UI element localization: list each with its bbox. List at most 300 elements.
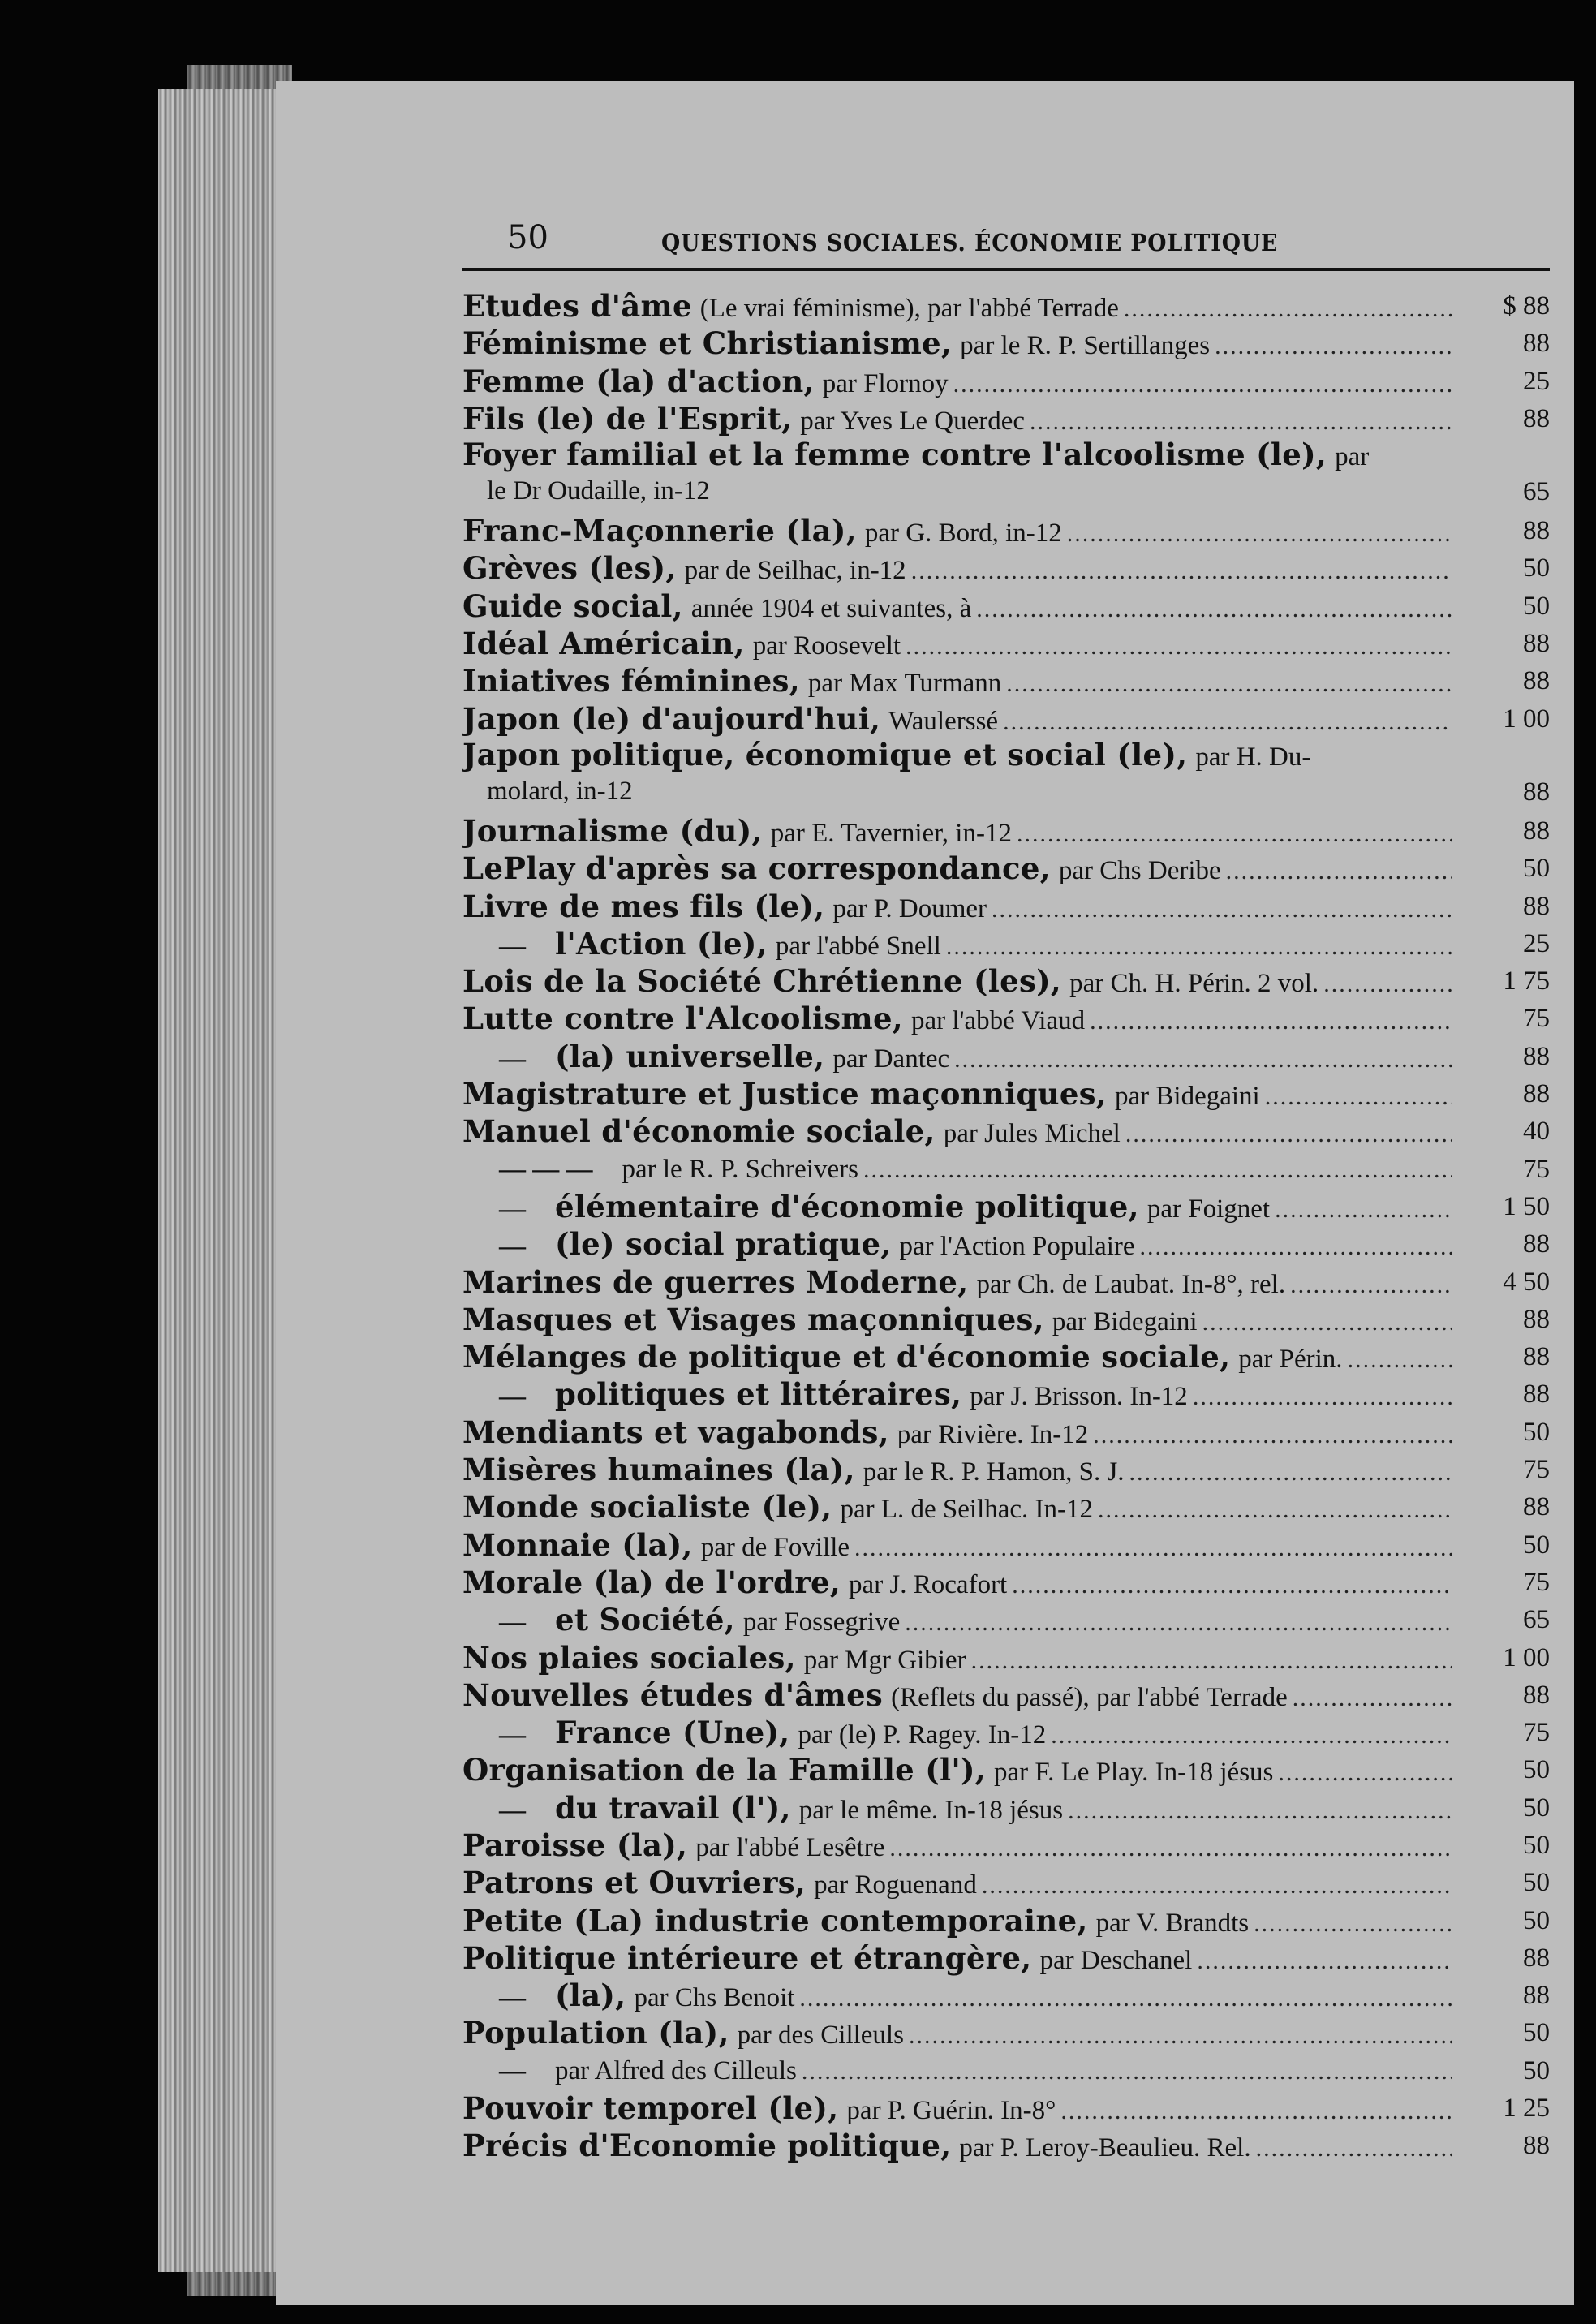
dot-leader — [1348, 1341, 1452, 1379]
catalog-entry — [462, 325, 1550, 362]
dot-leader — [802, 2053, 1452, 2090]
page-header — [462, 219, 1550, 271]
entry-text — [462, 1075, 1452, 1116]
dot-leader — [953, 366, 1452, 403]
entry-text — [462, 888, 1452, 928]
dot-leader — [1006, 665, 1452, 703]
ditto-dash: — — [499, 931, 526, 961]
entry-author: par Fossegrive — [742, 1607, 901, 1638]
catalog-entry — [462, 1902, 1550, 1939]
dot-leader — [1098, 1491, 1452, 1529]
entry-text — [462, 1676, 1452, 1717]
entry-price: 88 — [1523, 629, 1550, 659]
entry-author: par des Cilleuls — [737, 2021, 904, 2051]
dot-leader — [1293, 1680, 1452, 1717]
entry-price: 75 — [1523, 1455, 1550, 1485]
page-sheet — [276, 81, 1574, 2305]
ditto-dash: — — [499, 1382, 526, 1412]
entry-text — [462, 1113, 1452, 1153]
entry-title: Japon (le) d'aujourd'hui, — [462, 700, 881, 737]
entry-price: 88 — [1523, 816, 1550, 846]
entry-price: 25 — [1523, 928, 1550, 958]
entry-text — [462, 1038, 1452, 1078]
entry-author: par Foignet — [1146, 1194, 1271, 1224]
entry-title: Féminisme et Christianisme, — [462, 325, 953, 362]
catalog-entry — [462, 700, 1550, 738]
dot-leader — [1256, 2130, 1452, 2167]
ditto-dash: — — [499, 1044, 526, 1074]
entry-price: 50 — [1523, 1755, 1550, 1785]
entry-title: LePlay d'après sa correspondance, — [462, 850, 1051, 887]
catalog-entry — [462, 1864, 1550, 1901]
entry-author: par J. Rocafort — [849, 1569, 1008, 1599]
entry-price: 65 — [1523, 477, 1550, 507]
entry-text — [462, 325, 1452, 365]
dot-leader — [854, 1530, 1452, 1567]
catalog-entries — [462, 287, 1550, 2165]
entry-author: par le R. P. Sertillanges — [960, 331, 1211, 361]
entry-price: 50 — [1523, 553, 1550, 583]
ditto-dash: — — — — [499, 1154, 593, 1184]
entry-text — [462, 1301, 1452, 1341]
catalog-entry — [462, 549, 1550, 587]
entry-text — [462, 1751, 1452, 1792]
dot-leader — [1017, 816, 1452, 853]
entry-text — [462, 738, 1452, 808]
entry-author: par Deschanel — [1039, 1945, 1193, 1975]
entry-author: par — [1335, 442, 1370, 472]
catalog-entry — [462, 888, 1550, 925]
entry-author: par Roguenand — [814, 1870, 977, 1900]
entry-author: par H. Du- — [1195, 742, 1311, 772]
catalog-entry — [462, 2014, 1550, 2051]
entry-author: par V. Brandts — [1095, 1908, 1250, 1938]
dot-leader — [1140, 1229, 1452, 1266]
dot-leader — [1290, 1267, 1452, 1304]
dot-leader — [1197, 1943, 1452, 1980]
catalog-entry — [462, 587, 1550, 625]
dot-leader — [976, 591, 1452, 628]
entry-author: par J. Brisson. In-12 — [970, 1382, 1188, 1412]
entry-title: Grèves (les), — [462, 550, 677, 587]
entry-title: Petite (La) industrie contemporaine, — [462, 1902, 1088, 1939]
entry-price: 88 — [1523, 329, 1550, 359]
catalog-entry — [462, 512, 1550, 549]
dot-leader — [982, 1867, 1452, 1904]
dot-leader — [1068, 1792, 1452, 1830]
catalog-entry — [462, 2089, 1550, 2127]
entry-text — [462, 1000, 1452, 1040]
entry-text — [462, 549, 1452, 590]
catalog-entry — [462, 1188, 1550, 1225]
entry-title: (la) universelle, — [555, 1038, 825, 1074]
entry-price: 75 — [1523, 1567, 1550, 1597]
catalog-entry — [462, 1939, 1550, 1977]
entry-title: Lutte contre l'Alcoolisme, — [462, 1001, 903, 1037]
entry-price: 50 — [1523, 2055, 1550, 2085]
catalog-entry — [462, 1451, 1550, 1488]
entry-price: 88 — [1523, 1943, 1550, 1973]
entry-price: 88 — [1523, 891, 1550, 921]
dot-leader — [911, 553, 1452, 590]
entry-text — [462, 2127, 1452, 2167]
entry-title: Monnaie (la), — [462, 1526, 693, 1563]
dot-leader — [1003, 704, 1452, 741]
entry-price: 88 — [1523, 1079, 1550, 1109]
entry-author: par P. Doumer — [832, 893, 987, 923]
catalog-entry — [462, 925, 1550, 962]
entry-title: et Société, — [555, 1602, 735, 1638]
entry-price: 88 — [1523, 516, 1550, 546]
catalog-entry — [462, 2127, 1550, 2164]
entry-title: Iniatives féminines, — [462, 663, 800, 699]
entry-author: par Bidegaini — [1115, 1082, 1260, 1112]
entry-text — [462, 363, 1452, 403]
entry-price: 88 — [1523, 1379, 1550, 1409]
entry-price: 75 — [1523, 1718, 1550, 1748]
page-number: 50 — [507, 219, 548, 256]
catalog-entry — [462, 1301, 1550, 1338]
dot-leader — [1254, 1905, 1452, 1943]
entry-title: Morale (la) de l'ordre, — [462, 1564, 841, 1600]
catalog-entry — [462, 1526, 1550, 1564]
entry-title: Journalisme (du), — [462, 812, 763, 849]
entry-text — [462, 1451, 1452, 1491]
ditto-dash: — — [499, 1194, 526, 1224]
catalog-entry — [462, 1375, 1550, 1413]
entry-text — [462, 850, 1452, 890]
entry-price: 50 — [1523, 854, 1550, 884]
entry-author: par Flornoy — [822, 368, 949, 398]
entry-author: (Le vrai féminisme), par l'abbé Terrade — [699, 294, 1119, 323]
entry-text — [462, 512, 1452, 553]
dot-leader — [1051, 1717, 1452, 1754]
dot-leader — [1215, 328, 1452, 365]
entry-title: du travail (l'), — [555, 1789, 791, 1826]
entry-title: Organisation de la Famille (l'), — [462, 1752, 986, 1788]
entry-price: 40 — [1523, 1117, 1550, 1147]
entry-price: 88 — [1523, 777, 1550, 807]
entry-text — [462, 1564, 1452, 1604]
entry-text — [462, 1263, 1452, 1304]
dot-leader — [1129, 1454, 1452, 1491]
catalog-entry — [462, 1564, 1550, 1601]
entry-text — [462, 812, 1452, 853]
entry-text — [462, 1827, 1452, 1867]
entry-title: Fils (le) de l'Esprit, — [462, 400, 793, 437]
catalog-entry — [462, 2052, 1550, 2089]
dot-leader — [889, 1830, 1452, 1867]
dot-leader — [1202, 1304, 1452, 1341]
entry-text — [462, 1188, 1452, 1229]
catalog-entry — [462, 1263, 1550, 1301]
dot-leader — [909, 2017, 1452, 2055]
entry-author: par Mgr Gibier — [803, 1645, 966, 1675]
catalog-entry — [462, 662, 1550, 699]
catalog-entry — [462, 1414, 1550, 1451]
entry-title: Franc-Maçonnerie (la), — [462, 513, 857, 549]
entry-price: 88 — [1523, 1492, 1550, 1522]
entry-text — [462, 2089, 1452, 2130]
entry-author: par l'Action Populaire — [899, 1232, 1135, 1262]
entry-author: Waulerssé — [888, 706, 999, 736]
catalog-entry — [462, 1338, 1550, 1375]
entry-price: 88 — [1523, 1041, 1550, 1071]
entry-text — [462, 1488, 1452, 1529]
dot-leader — [1125, 1116, 1452, 1153]
entry-price: 25 — [1523, 366, 1550, 396]
entry-text — [462, 1714, 1452, 1754]
entry-text — [462, 287, 1452, 328]
entry-author: par E. Tavernier, in-12 — [770, 818, 1012, 848]
dot-leader — [1067, 515, 1452, 553]
catalog-entry — [462, 1789, 1550, 1827]
entry-author: par P. Guérin. In-8° — [846, 2096, 1056, 2126]
entry-price: 1 00 — [1503, 704, 1550, 734]
entry-title: Foyer familial et la femme contre l'alcoolisme (le), — [462, 437, 1327, 473]
entry-text — [462, 1225, 1452, 1266]
entry-text — [462, 662, 1452, 703]
entry-author: par Ch. H. Périn. 2 vol. — [1069, 969, 1319, 999]
ditto-dash: — — [499, 1720, 526, 1750]
entry-title: Mélanges de politique et d'économie sociale, — [462, 1339, 1231, 1375]
entry-continuation: le Dr Oudaille, in-12 — [487, 476, 710, 506]
entry-text — [462, 1639, 1452, 1680]
ditto-dash: — — [499, 1795, 526, 1825]
dot-leader — [1093, 1417, 1452, 1454]
ditto-dash: — — [499, 1607, 526, 1638]
dot-leader — [992, 891, 1452, 928]
catalog-entry — [462, 1488, 1550, 1526]
entry-price: 88 — [1523, 1680, 1550, 1710]
entry-title: Manuel d'économie sociale, — [462, 1113, 936, 1150]
ditto-dash: — — [499, 2055, 526, 2085]
entry-title: Magistrature et Justice maçonniques, — [462, 1076, 1108, 1113]
dot-leader — [1278, 1754, 1452, 1792]
entry-title: Japon politique, économique et social (le), — [462, 737, 1188, 773]
entry-title: (la), — [555, 1978, 626, 2014]
entry-price: 50 — [1523, 591, 1550, 621]
entry-author: par Max Turmann — [807, 669, 1002, 699]
entry-author: par Yves Le Querdec — [800, 406, 1026, 436]
entry-author: par de Foville — [700, 1532, 850, 1562]
entry-author: par Chs Deribe — [1058, 856, 1221, 886]
catalog-entry — [462, 1676, 1550, 1714]
entry-author: par G. Bord, in-12 — [864, 519, 1062, 549]
entry-title: Guide social, — [462, 587, 683, 624]
dot-leader — [1090, 1003, 1452, 1040]
entry-price: 88 — [1523, 403, 1550, 433]
entry-price: 88 — [1523, 666, 1550, 696]
catalog-entry — [462, 400, 1550, 437]
entry-price: 88 — [1523, 1981, 1550, 2011]
entry-author: par le R. P. Hamon, S. J. — [863, 1457, 1125, 1487]
entry-text — [462, 1526, 1452, 1567]
running-head: QUESTIONS SOCIALES. ÉCONOMIE POLITIQUE — [661, 229, 1279, 256]
entry-title: Nouvelles études d'âmes — [462, 1676, 884, 1713]
page-content — [462, 219, 1550, 2165]
catalog-entry — [462, 287, 1550, 325]
entry-author: par Périn. — [1238, 1345, 1343, 1375]
entry-title: Idéal Américain, — [462, 626, 745, 662]
catalog-entry — [462, 1000, 1550, 1037]
entry-author: par l'abbé Snell — [775, 931, 941, 961]
entry-author: par L. de Seilhac. In-12 — [840, 1495, 1094, 1525]
entry-continuation: molard, in-12 — [487, 776, 633, 806]
catalog-entry — [462, 1151, 1550, 1188]
entry-text — [462, 1789, 1452, 1830]
entry-title: Précis d'Economie politique, — [462, 2128, 952, 2164]
dot-leader — [946, 928, 1452, 966]
dot-leader — [954, 1041, 1452, 1078]
entry-author: par le même. In-18 jésus — [798, 1795, 1064, 1825]
dot-leader — [1193, 1379, 1452, 1416]
entry-title: Femme (la) d'action, — [462, 363, 815, 399]
entry-price: 50 — [1523, 1417, 1550, 1447]
entry-author: par Bidegaini — [1052, 1306, 1198, 1336]
entry-price: 50 — [1523, 1792, 1550, 1823]
entry-text — [462, 625, 1452, 665]
catalog-entry — [462, 1113, 1550, 1150]
dot-leader — [863, 1151, 1452, 1189]
entry-author: par Ch. de Laubat. In-8°, rel. — [976, 1269, 1286, 1299]
entry-text — [462, 437, 1452, 508]
entry-price: 88 — [1523, 1304, 1550, 1334]
entry-author: par Alfred des Cilleuls — [555, 2055, 797, 2085]
entry-price: $ 88 — [1503, 291, 1550, 321]
catalog-entry — [462, 1827, 1550, 1864]
entry-price: 88 — [1523, 2131, 1550, 2161]
catalog-entry — [462, 1751, 1550, 1788]
entry-price: 88 — [1523, 1229, 1550, 1259]
entry-text — [462, 1864, 1452, 1904]
entry-title: l'Action (le), — [555, 925, 768, 962]
entry-title: Nos plaies sociales, — [462, 1639, 796, 1676]
catalog-entry — [462, 850, 1550, 887]
entry-price: 75 — [1523, 1004, 1550, 1034]
entry-price: 88 — [1523, 1342, 1550, 1372]
entry-text — [462, 1338, 1452, 1379]
catalog-entry — [462, 363, 1550, 400]
entry-title: élémentaire d'économie politique, — [555, 1188, 1139, 1224]
book-page-edges — [158, 89, 280, 2272]
entry-author: par Roosevelt — [752, 631, 901, 661]
entry-text — [462, 1902, 1452, 1943]
dot-leader — [1012, 1567, 1452, 1604]
entry-title: Lois de la Société Chrétienne (les), — [462, 963, 1062, 1000]
entry-title: Mendiants et vagabonds, — [462, 1414, 889, 1450]
entry-price: 65 — [1523, 1605, 1550, 1635]
entry-text — [462, 2014, 1452, 2055]
entry-text — [462, 1939, 1452, 1980]
entry-author: par P. Leroy-Beaulieu. Rel. — [959, 2133, 1251, 2163]
dot-leader — [1226, 853, 1452, 890]
dot-leader — [906, 628, 1452, 665]
entry-author: par (le) P. Ragey. In-12 — [798, 1720, 1047, 1750]
entry-text — [462, 1414, 1452, 1454]
catalog-entry — [462, 1639, 1550, 1676]
entry-text — [462, 962, 1452, 1003]
catalog-entry — [462, 1714, 1550, 1751]
entry-title: Etudes d'âme — [462, 288, 692, 324]
entry-price: 50 — [1523, 1830, 1550, 1860]
entry-price: 50 — [1523, 1530, 1550, 1560]
entry-text — [462, 2052, 1452, 2090]
entry-title: Patrons et Ouvriers, — [462, 1865, 807, 1901]
dot-leader — [1323, 966, 1452, 1003]
entry-price: 50 — [1523, 2018, 1550, 2048]
entry-author: par Rivière. In-12 — [897, 1419, 1089, 1449]
entry-author: par de Seilhac, in-12 — [684, 556, 906, 586]
ditto-dash: — — [499, 1983, 526, 2013]
entry-title: Misères humaines (la), — [462, 1452, 855, 1488]
dot-leader — [1275, 1191, 1452, 1229]
entry-author: par Dantec — [832, 1044, 950, 1074]
entry-title: Masques et Visages maçonniques, — [462, 1301, 1044, 1337]
dot-leader — [1265, 1078, 1452, 1116]
catalog-entry — [462, 962, 1550, 1000]
entry-text — [462, 1151, 1452, 1189]
entry-title: Population (la), — [462, 2015, 729, 2051]
entry-author: par F. Le Play. In-18 jésus — [993, 1758, 1274, 1788]
dot-leader — [1030, 403, 1452, 441]
entry-author: par l'abbé Lesêtre — [695, 1832, 885, 1862]
entry-title: (le) social pratique, — [555, 1226, 892, 1263]
entry-text — [462, 1977, 1452, 2017]
entry-title: Marines de guerres Moderne, — [462, 1263, 969, 1300]
entry-price: 4 50 — [1503, 1267, 1550, 1297]
catalog-entry — [462, 738, 1550, 812]
entry-price: 50 — [1523, 1905, 1550, 1935]
entry-title: Pouvoir temporel (le), — [462, 2090, 839, 2127]
entry-price: 1 50 — [1503, 1191, 1550, 1221]
catalog-entry — [462, 812, 1550, 850]
entry-price: 75 — [1523, 1154, 1550, 1184]
entry-text — [462, 1601, 1452, 1642]
dot-leader — [799, 1980, 1452, 2017]
catalog-entry — [462, 1601, 1550, 1638]
entry-price: 50 — [1523, 1868, 1550, 1898]
catalog-entry — [462, 1977, 1550, 2014]
entry-title: Monde socialiste (le), — [462, 1489, 832, 1526]
entry-text — [462, 1375, 1452, 1416]
entry-author: par Chs Benoit — [634, 1983, 795, 2013]
entry-title: Paroisse (la), — [462, 1827, 688, 1863]
entry-text — [462, 700, 1452, 741]
entry-title: politiques et littéraires, — [555, 1376, 962, 1413]
entry-text — [462, 400, 1452, 441]
catalog-entry — [462, 1225, 1550, 1263]
dot-leader — [971, 1642, 1452, 1680]
dot-leader — [1124, 290, 1452, 328]
catalog-entry — [462, 625, 1550, 662]
dot-leader — [1060, 2093, 1452, 2130]
dot-leader — [905, 1604, 1452, 1642]
catalog-entry — [462, 437, 1550, 512]
entry-price: 1 00 — [1503, 1642, 1550, 1672]
catalog-entry — [462, 1038, 1550, 1075]
entry-title: Livre de mes fils (le), — [462, 888, 825, 924]
entry-author: par Jules Michel — [943, 1119, 1121, 1149]
catalog-entry — [462, 1075, 1550, 1113]
entry-author: (Reflets du passé), par l'abbé Terrade — [891, 1682, 1288, 1712]
ditto-dash: — — [499, 1232, 526, 1262]
entry-title: France (Une), — [555, 1715, 790, 1751]
entry-price: 1 25 — [1503, 2094, 1550, 2124]
entry-text — [462, 925, 1452, 966]
entry-author: année 1904 et suivantes, à — [690, 593, 972, 623]
entry-author: par l'abbé Viaud — [910, 1006, 1086, 1036]
